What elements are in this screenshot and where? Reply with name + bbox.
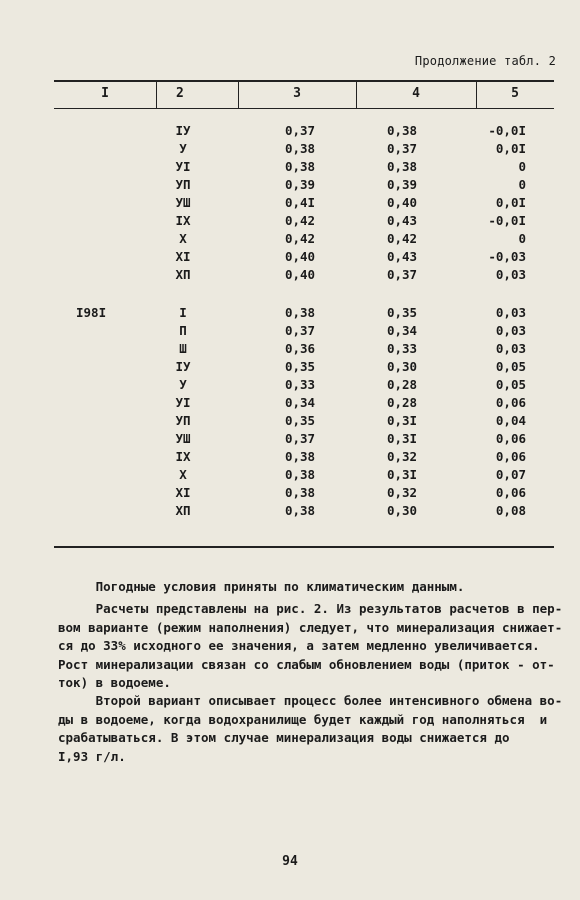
value-cell-3: 0,4I [284, 195, 316, 210]
difference-cell: 0,03 [495, 323, 526, 338]
table-row [0, 449, 580, 467]
value-cell-4: 0,38 [386, 123, 418, 138]
difference-cell: 0,03 [495, 341, 526, 356]
value-cell-3: 0,35 [284, 413, 316, 428]
difference-cell: 0 [518, 159, 526, 174]
text-line: Рост минерализации связан со слабым обновлением воды (приток - от- [58, 656, 555, 672]
value-cell-4: 0,3I [386, 413, 418, 428]
table-row [0, 341, 580, 359]
value-cell-4: 0,28 [386, 395, 418, 410]
value-cell-3: 0,38 [284, 503, 316, 518]
month-cell: УП [175, 413, 191, 428]
value-cell-3: 0,38 [284, 159, 316, 174]
difference-cell: 0,0I [495, 195, 526, 210]
month-cell: XI [175, 249, 191, 264]
value-cell-3: 0,38 [284, 467, 316, 482]
text-line: Расчеты представлены на рис. 2. Из результатов расчетов в пер- [58, 601, 563, 616]
value-cell-4: 0,37 [386, 267, 418, 282]
difference-cell: 0,04 [495, 413, 526, 428]
value-cell-4: 0,30 [386, 503, 418, 518]
table-row [0, 467, 580, 485]
month-cell: УШ [175, 431, 191, 446]
table-row [0, 213, 580, 231]
table-row [0, 359, 580, 377]
value-cell-4: 0,43 [386, 213, 418, 228]
table-row [0, 503, 580, 521]
difference-cell: 0,0I [495, 141, 526, 156]
month-cell: Ш [179, 341, 187, 356]
month-cell: IX [175, 449, 191, 464]
value-cell-3: 0,38 [284, 485, 316, 500]
table-top-rule [54, 80, 554, 82]
difference-cell: 0,03 [495, 305, 526, 320]
column-header-5: 5 [511, 86, 519, 101]
table-row [0, 267, 580, 285]
text-line: срабатываться. В этом случае минерализация воды снижается до [58, 730, 510, 745]
value-cell-4: 0,33 [386, 341, 418, 356]
text-line: ток) в водоеме. [58, 675, 171, 690]
month-cell: I [179, 305, 187, 320]
value-cell-3: 0,37 [284, 323, 316, 338]
table-row [0, 485, 580, 503]
value-cell-3: 0,35 [284, 359, 316, 374]
page-number: 94 [282, 854, 298, 869]
text-line: Второй вариант описывает процесс более интенсивного обмена во- [58, 693, 563, 708]
column-header-2: 2 [176, 86, 184, 101]
table-header-rule [54, 108, 554, 109]
table-row [0, 431, 580, 449]
value-cell-3: 0,37 [284, 431, 316, 446]
value-cell-3: 0,40 [284, 249, 316, 264]
column-header-3: 3 [293, 86, 301, 101]
difference-cell: 0,03 [495, 267, 526, 282]
month-cell: УП [175, 177, 191, 192]
value-cell-3: 0,37 [284, 123, 316, 138]
value-cell-4: 0,34 [386, 323, 418, 338]
value-cell-4: 0,40 [386, 195, 418, 210]
month-cell: XI [175, 485, 191, 500]
difference-cell: 0 [518, 177, 526, 192]
column-header-1: I [101, 86, 109, 101]
paragraph [58, 600, 563, 693]
difference-cell: 0,06 [495, 485, 526, 500]
table-row [0, 323, 580, 341]
table-row [0, 141, 580, 159]
difference-cell: -0,0I [488, 123, 526, 138]
month-cell: X [179, 467, 187, 482]
value-cell-3: 0,42 [284, 231, 316, 246]
value-cell-3: 0,38 [284, 449, 316, 464]
difference-cell: 0,05 [495, 359, 526, 374]
value-cell-4: 0,42 [386, 231, 418, 246]
value-cell-4: 0,39 [386, 177, 418, 192]
value-cell-4: 0,32 [386, 485, 418, 500]
month-cell: X [179, 231, 187, 246]
table-row [0, 377, 580, 395]
value-cell-4: 0,35 [386, 305, 418, 320]
month-cell: IУ [175, 123, 191, 138]
table-row [0, 395, 580, 413]
paragraph [58, 578, 558, 597]
text-line: ды в водоеме, когда водохранилище будет каждый год наполняться и [58, 711, 548, 727]
value-cell-4: 0,37 [386, 141, 418, 156]
value-cell-3: 0,39 [284, 177, 316, 192]
value-cell-3: 0,40 [284, 267, 316, 282]
value-cell-3: 0,38 [284, 141, 316, 156]
text-line: I,93 г/л. [58, 748, 126, 764]
difference-cell: 0,06 [495, 449, 526, 464]
month-cell: УI [175, 395, 191, 410]
month-cell: У [179, 377, 187, 392]
table-row [0, 195, 580, 213]
difference-cell: -0,0I [488, 213, 526, 228]
difference-cell: -0,03 [488, 249, 526, 264]
table-row [0, 305, 580, 323]
month-cell: IУ [175, 359, 191, 374]
month-cell: XП [175, 503, 191, 518]
value-cell-3: 0,36 [284, 341, 316, 356]
value-cell-3: 0,42 [284, 213, 316, 228]
value-cell-4: 0,30 [386, 359, 418, 374]
month-cell: УI [175, 159, 191, 174]
table-row [0, 159, 580, 177]
difference-cell: 0,08 [495, 503, 526, 518]
column-header-4: 4 [412, 86, 420, 101]
table-row [0, 123, 580, 141]
value-cell-4: 0,3I [386, 467, 418, 482]
table-continuation-caption: Продолжение табл. 2 [414, 54, 556, 68]
difference-cell: 0,06 [495, 395, 526, 410]
difference-cell: 0 [518, 231, 526, 246]
table-row [0, 177, 580, 195]
paragraph [58, 692, 563, 766]
year-cell: I98I [76, 305, 107, 320]
month-cell: XП [175, 267, 191, 282]
month-cell: УШ [175, 195, 191, 210]
table-bottom-rule [54, 546, 554, 548]
value-cell-3: 0,33 [284, 377, 316, 392]
value-cell-4: 0,43 [386, 249, 418, 264]
table-row [0, 413, 580, 431]
month-cell: П [179, 323, 187, 338]
text-line: Погодные условия приняты по климатическим данным. [58, 579, 465, 594]
table-row [0, 249, 580, 267]
value-cell-4: 0,32 [386, 449, 418, 464]
difference-cell: 0,07 [495, 467, 526, 482]
value-cell-4: 0,3I [386, 431, 418, 446]
text-line: ся до 33% исходного ее значения, а затем медленно увеличивается. [58, 638, 540, 653]
difference-cell: 0,06 [495, 431, 526, 446]
value-cell-4: 0,38 [386, 159, 418, 174]
month-cell: IX [175, 213, 191, 228]
difference-cell: 0,05 [495, 377, 526, 392]
value-cell-3: 0,34 [284, 395, 316, 410]
month-cell: У [179, 141, 187, 156]
value-cell-3: 0,38 [284, 305, 316, 320]
value-cell-4: 0,28 [386, 377, 418, 392]
text-line: вом варианте (режим наполнения) следует, что минерализация снижает- [58, 619, 563, 635]
table-row [0, 231, 580, 249]
